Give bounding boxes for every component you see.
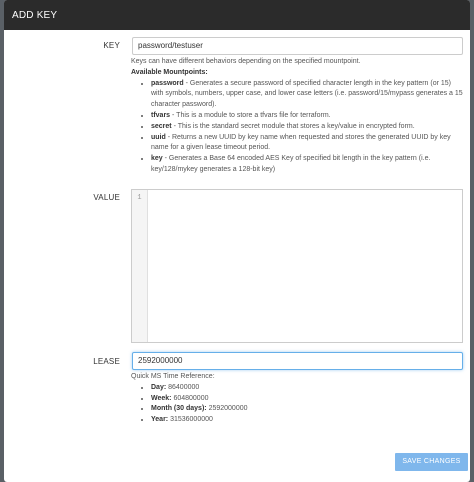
lease-label: LEASE [93,357,120,366]
value-editor[interactable] [131,189,463,343]
save-changes-button[interactable]: SAVE CHANGES [395,453,468,471]
key-help [131,57,463,176]
key-label: KEY [103,41,120,50]
mountpoint-tfvars: • tfvars - This is a module to store a tfvars file for terraform. [151,111,463,122]
mountpoint-password: • password - Generates a secure password of specified character length in the key pattern (or 15) with symbols, numbers, upper case, and lower case letters (i.e. password/15/mypass generates a 15 character password). [151,79,463,111]
editor-gutter [132,190,148,342]
key-input[interactable]: password/testuser [132,37,463,55]
key-help-intro: Keys can have different behaviors depending on the specified mountpoint. [131,58,361,65]
time-reference-list [131,383,463,426]
lease-help [131,372,463,426]
mountpoint-secret: • secret - This is the standard secret module that stores a key/value in encrypted form. [151,122,463,133]
mountpoint-key: • key - Generates a Base 64 encoded AES Key of specified bit length in the key pattern (i.e. key/128/mykey generates a 128-bit key) [151,154,463,176]
mountpoints-heading: Available Mountpoints: [131,68,208,76]
mountpoints-list [131,79,463,176]
lease-input[interactable]: 2592000000 [132,352,463,370]
editor-text-area[interactable] [148,190,462,342]
time-reference-heading: Quick MS Time Reference: [131,373,215,380]
time-reference-day: • Day: 86400000 [151,383,463,394]
time-reference-year: • Year: 31536000000 [151,415,463,426]
modal-title: ADD KEY [4,0,470,30]
time-reference-week: • Week: 604800000 [151,394,463,405]
mountpoint-uuid: • uuid - Returns a new UUID by key name when requested and stores the generated UUID by key name for a given lease timeout period. [151,133,463,155]
add-key-modal [4,0,470,482]
line-number: 1 [137,194,142,202]
value-label: VALUE [93,193,120,202]
time-reference-month: • Month (30 days): 2592000000 [151,404,463,415]
